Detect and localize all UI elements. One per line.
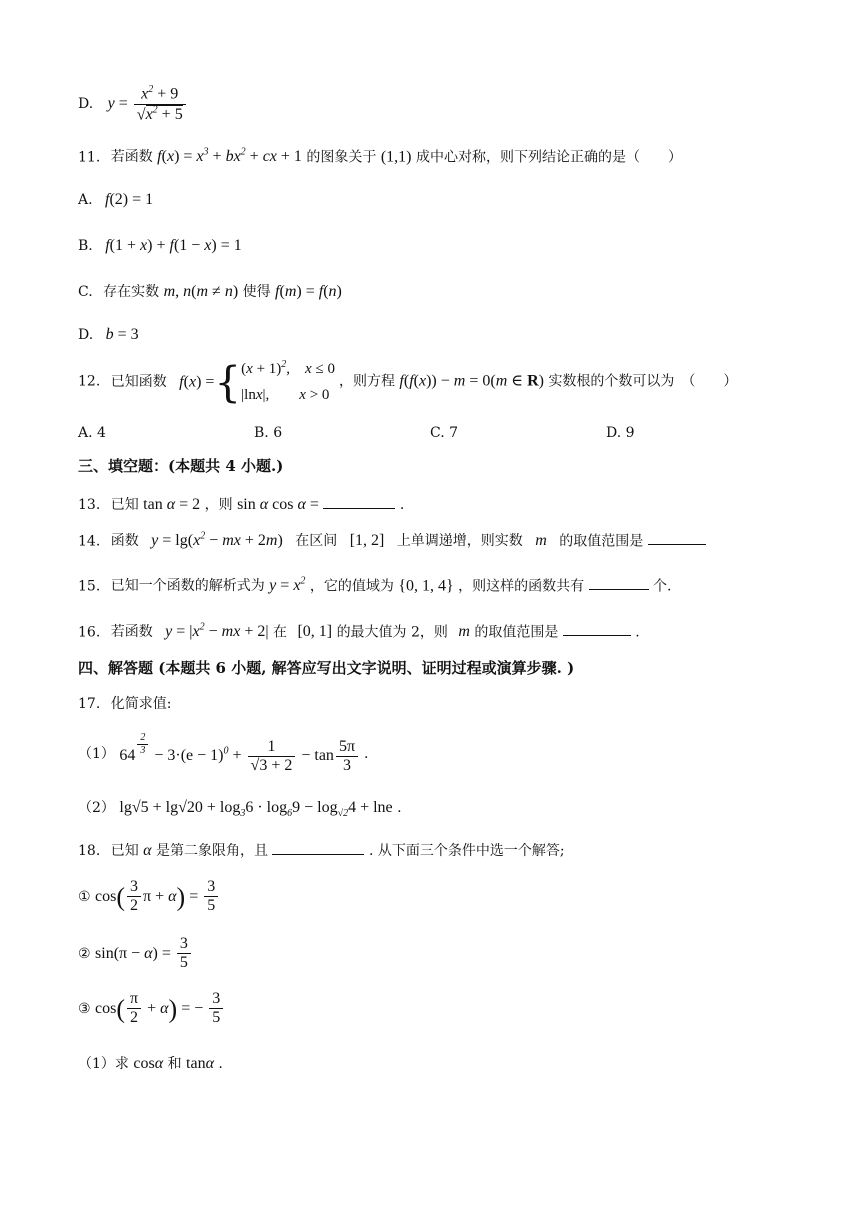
- question-text: 函数: [110, 533, 139, 550]
- formula: 64 $^{\frac{2}{3}}$ − $3\cdot(e - 1)^0$ + $\frac{1}{√3 + 2}$ − tan $\frac{5\pi}{3}$: [119, 747, 364, 764]
- q17-part-1: [78, 732, 368, 776]
- part-label: （2）: [78, 800, 115, 816]
- option-label: B.: [78, 238, 93, 254]
- answer-blank[interactable]: [272, 842, 364, 855]
- question-text: 的取值范围是: [559, 533, 644, 550]
- question-text: 在: [273, 624, 287, 641]
- question-text: 的图象关于: [306, 149, 377, 166]
- question-text: ，则这样的函数共有: [458, 578, 585, 595]
- formula: f(1 + x) + f(1 − x) = 1: [105, 237, 242, 254]
- q18-condition-2: [78, 935, 193, 973]
- q12-stem: [78, 356, 737, 408]
- q12-option-c: C. 7: [430, 425, 459, 441]
- option-text: 存在实数: [103, 284, 160, 300]
- q11-option-c: [78, 284, 342, 300]
- condition-marker: ①: [78, 888, 91, 905]
- q11-option-a: [78, 192, 153, 208]
- formula: $y = |x^2$ − mx + 2|: [165, 622, 269, 641]
- question-text: 和: [167, 1056, 182, 1072]
- question-number: 13.: [78, 497, 101, 513]
- answer-blank[interactable]: [589, 577, 649, 590]
- question-number: 18.: [78, 843, 101, 859]
- question-text: 若函数: [110, 624, 153, 641]
- question-text: 上单调递增，则实数: [396, 533, 523, 550]
- question-text: 化简求值:: [110, 696, 172, 712]
- q18-stem: [78, 842, 565, 859]
- question-text: 已知函数: [110, 373, 167, 390]
- formula: $y = x^2$: [269, 576, 306, 595]
- formula: (1,1): [380, 148, 412, 166]
- formula: α: [143, 842, 152, 859]
- option-label: A.: [78, 192, 93, 208]
- question-number: 17.: [78, 696, 101, 712]
- q18-condition-1: [78, 878, 220, 916]
- question-text: ，则: [204, 497, 233, 513]
- question-number: 15.: [78, 578, 101, 595]
- punctuation: .: [364, 745, 369, 762]
- formula: sin α cos α =: [237, 496, 319, 513]
- answer-blank[interactable]: [323, 496, 395, 509]
- punctuation: .: [399, 497, 405, 513]
- formula: {0, 1, 4}: [398, 577, 454, 595]
- condition-marker: ②: [78, 945, 91, 962]
- q18-part-1: [78, 1056, 223, 1072]
- question-text: 已知一个函数的解析式为: [110, 578, 265, 595]
- part-label: （1）: [78, 745, 115, 762]
- formula: f(m) = f(n): [275, 283, 342, 300]
- option-label: D.: [78, 95, 94, 112]
- question-text: 成中心对称，则下列结论正确的是（ ）: [415, 149, 682, 166]
- q12-option-d: D. 9: [606, 425, 635, 441]
- q10-option-d: [78, 84, 188, 124]
- formula: m: [458, 623, 470, 641]
- q12-option-b: B. 6: [254, 425, 283, 441]
- answer-blank[interactable]: [648, 532, 706, 545]
- question-number: 14.: [78, 533, 101, 550]
- question-text: ，它的值域为: [309, 578, 394, 595]
- question-text: 的最大值为 2，则: [336, 624, 448, 641]
- option-label: D.: [78, 327, 94, 343]
- q11-stem: [78, 148, 682, 165]
- question-number: 11.: [78, 149, 101, 166]
- punctuation: .: [218, 1056, 223, 1072]
- q17-stem: [78, 697, 171, 711]
- section-heading-solve: 四、解答题 (本题共 6 小题, 解答应写出文字说明、证明过程或演算步骤. ): [78, 659, 575, 677]
- question-text: 的取值范围是: [474, 624, 559, 641]
- q11-option-b: [78, 238, 242, 254]
- formula: $f(x) = x^3 + bx^2$ + cx + 1: [157, 147, 302, 166]
- punctuation: .: [397, 800, 402, 816]
- formula: cos( $\frac{3}{2}$ π + α) = $\frac{3}{5}$: [95, 888, 220, 905]
- formula: cos( $\frac{\pi}{2}$ + α) = − $\frac{3}{5}$: [95, 1000, 225, 1017]
- question-number: 12.: [78, 373, 101, 390]
- condition-marker: ③: [78, 1000, 91, 1017]
- formula: m, n(m ≠ n): [163, 283, 239, 300]
- formula: tan α = 2: [143, 496, 201, 513]
- formula: m: [535, 532, 547, 550]
- formula: $\lg√5 + \lg√20 + \log_36 \cdot \log_69 - \log_{√2}4 + \ln e$: [119, 799, 393, 820]
- question-text: 个.: [653, 578, 672, 595]
- q12-option-a: A. 4: [78, 425, 106, 441]
- q14: [78, 532, 706, 549]
- formula: f(f(x)) − m = 0(m ∈ R): [399, 372, 544, 390]
- option-text: 使得: [242, 284, 271, 300]
- q15: [78, 577, 672, 594]
- formula: [1, 2]: [349, 532, 385, 550]
- q18-condition-3: [78, 990, 225, 1028]
- option-label: C.: [78, 284, 93, 300]
- q13: [78, 496, 404, 513]
- question-text: 若函数: [110, 149, 153, 166]
- formula: [0, 1]: [297, 623, 333, 641]
- question-text: . 从下面三个条件中选一个解答;: [368, 843, 565, 859]
- question-text: 是第二象限角，且: [156, 843, 269, 859]
- question-text: 已知: [110, 497, 139, 513]
- question-text: 已知: [110, 843, 139, 859]
- formula: tanα: [186, 1055, 214, 1072]
- question-number: 16.: [78, 624, 101, 641]
- formula: sin(π − α) = $\frac{3}{5}$: [95, 945, 193, 962]
- answer-blank[interactable]: [563, 623, 631, 636]
- question-text: ，则方程: [338, 373, 395, 390]
- q17-part-2: [78, 800, 402, 819]
- q16: [78, 623, 640, 640]
- q11-option-d: [78, 327, 139, 343]
- question-text: 在区间: [295, 533, 338, 550]
- formula: $y = \lg(x^2$ − mx + 2m): [151, 531, 283, 550]
- punctuation: .: [635, 624, 640, 641]
- formula: cosα: [133, 1055, 164, 1072]
- formula: b = 3: [105, 326, 139, 343]
- part-label: （1）求: [78, 1056, 129, 1072]
- section-heading-fill-blank: 三、填空题：(本题共 4 小题.): [78, 457, 284, 475]
- formula: f(2) = 1: [105, 191, 154, 208]
- formula: y = $\frac{x^2 + 9}{√x^2 + 5}$: [108, 95, 188, 112]
- piecewise-formula: f(x) ={ $(x + 1)^2$, x ≤ 0 |lnx|, x > 0: [179, 357, 335, 406]
- question-text: 实数根的个数可以为 （ ）: [548, 373, 738, 390]
